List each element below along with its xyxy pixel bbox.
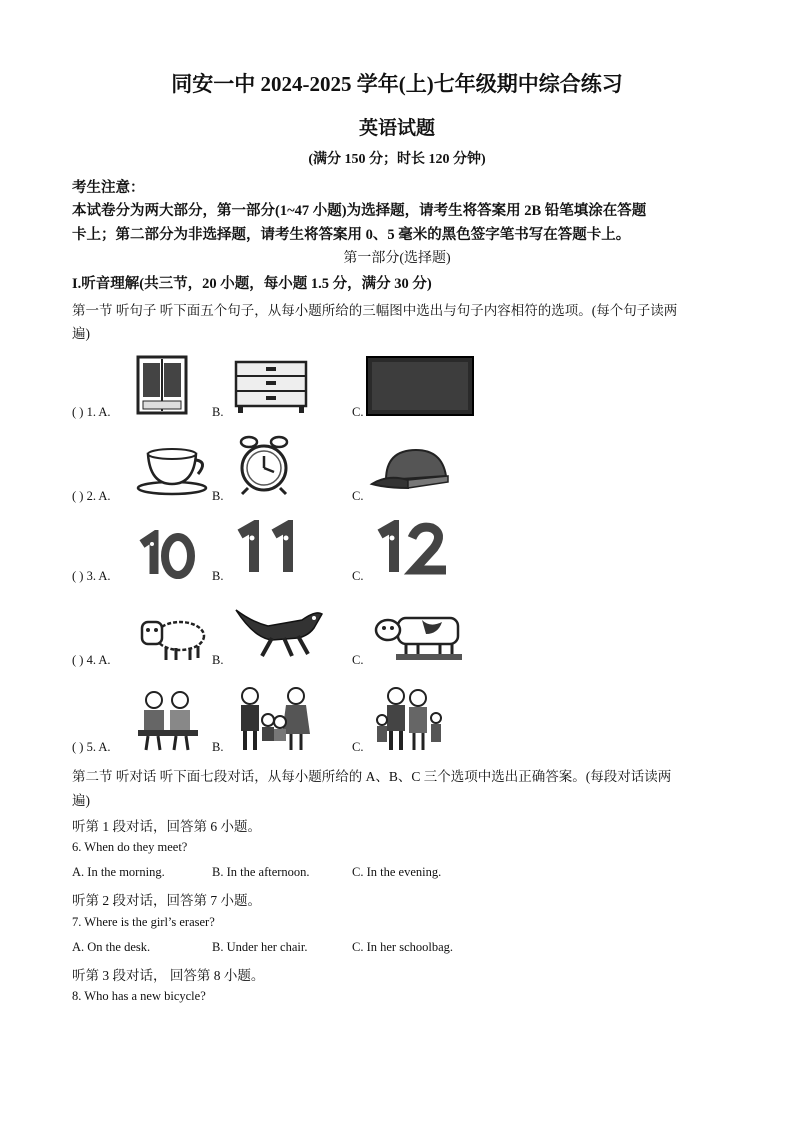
q4-option-c: C. xyxy=(352,653,364,667)
q2-prefix: ( ) 2. A. xyxy=(72,489,111,503)
q5-option-c: C. xyxy=(352,740,364,754)
family-of-four-icon xyxy=(236,686,310,752)
q3-option-c: C. xyxy=(352,569,364,583)
q5-option-b: B. xyxy=(212,740,224,754)
notice-line-1: 本试卷分为两大部分，第一部分(1~47 小题)为选择题，请考生将答案用 2B 铅笔填涂在答题 xyxy=(72,203,647,219)
dialogue2-intro: 听第 2 段对话，回答第 7 小题。 xyxy=(72,893,261,908)
page-subtitle: 英语试题 xyxy=(358,118,435,139)
q5-prefix: ( ) 5. A. xyxy=(72,740,111,754)
teacup-icon xyxy=(136,444,210,496)
part1-heading: 第一部分(选择题) xyxy=(343,251,451,266)
exam-meta: (满分 150 分；时长 120 分钟) xyxy=(308,152,486,167)
q2-option-c: C. xyxy=(352,489,364,503)
notice-label: 考生注意： xyxy=(72,180,145,196)
family-group-icon xyxy=(374,686,446,752)
q3-option-b: B. xyxy=(212,569,224,583)
q4-prefix: ( ) 4. A. xyxy=(72,653,111,667)
q7-option-c: C. In her schoolbag. xyxy=(352,940,454,954)
grandparents-icon xyxy=(136,690,200,752)
q7-option-b: B. Under her chair. xyxy=(212,940,308,954)
q7-option-a: A. On the desk. xyxy=(72,940,151,954)
q1-prefix: ( ) 1. A. xyxy=(72,405,111,419)
q6-option-b: B. In the afternoon. xyxy=(212,865,310,879)
number-twelve-icon xyxy=(372,520,452,578)
q3-prefix: ( ) 3. A. xyxy=(72,569,111,583)
alarm-clock-icon xyxy=(234,432,294,496)
number-eleven-icon xyxy=(232,520,308,578)
section-title: I.听音理解(共三节，20 小题，每小题 1.5 分，满分 30 分) xyxy=(72,276,432,292)
section2-instruction-cont: 遍) xyxy=(72,793,90,808)
section1-instruction: 第一节 听句子 听下面五个句子，从每小题所给的三幅图中选出与句子内容相符的选项。(每个句子读两 xyxy=(72,303,678,318)
drawer-chest-icon xyxy=(234,360,308,414)
sheep-icon xyxy=(136,612,208,662)
blackboard-icon xyxy=(366,356,474,416)
notice-line-2: 卡上；第二部分为非选择题，请考生将答案用 0、5 毫米的黑色签字笔书写在答题卡上。 xyxy=(72,227,631,243)
cap-icon xyxy=(368,446,458,496)
wolf-icon xyxy=(232,602,326,662)
dialogue3-intro: 听第 3 段对话， 回答第 8 小题。 xyxy=(72,968,265,983)
q6-option-a: A. In the morning. xyxy=(72,865,165,879)
section2-instruction: 第二节 听对话 听下面七段对话，从每小题所给的 A、B、C 三个选项中选出正确答案。(每段对话读两 xyxy=(72,769,672,784)
cow-icon xyxy=(372,604,468,662)
q8-question: 8. Who has a new bicycle? xyxy=(72,989,206,1003)
q7-question: 7. Where is the girl’s eraser? xyxy=(72,915,215,929)
q6-question: 6. When do they meet? xyxy=(72,840,188,854)
cupboard-icon xyxy=(136,355,188,415)
q4-option-b: B. xyxy=(212,653,224,667)
dialogue1-intro: 听第 1 段对话，回答第 6 小题。 xyxy=(72,819,261,834)
q1-option-c: C. xyxy=(352,405,364,419)
section1-instruction-cont: 遍) xyxy=(72,326,90,341)
q1-option-b: B. xyxy=(212,405,224,419)
number-ten-icon xyxy=(136,530,202,580)
q6-option-c: C. In the evening. xyxy=(352,865,442,879)
q2-option-b: B. xyxy=(212,489,224,503)
page-title: 同安一中 2024-2025 学年(上)七年级期中综合练习 xyxy=(171,72,623,96)
